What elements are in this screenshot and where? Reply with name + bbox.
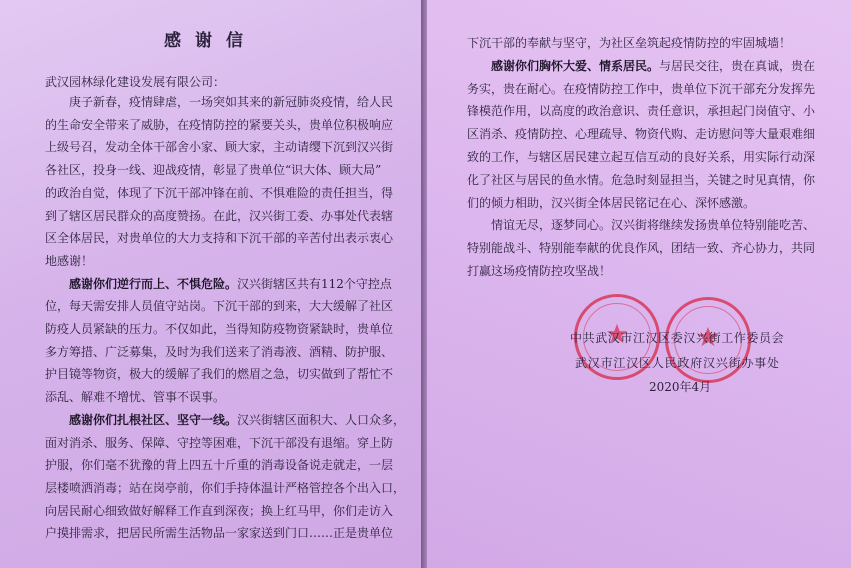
- letter-line: [491, 58, 816, 74]
- line-text: 情谊无尽，逐梦同心。汉兴街将继续发扬贵单位特别能吃苦、: [491, 218, 816, 233]
- line-text: 庚子新春，疫情肆虐，一场突如其来的新冠肺炎疫情，给人民: [69, 95, 394, 109]
- letter-line: [467, 81, 816, 97]
- line-text: 化了社区与居民的鱼水情。危急时刻显担当，关键之时见真情，你: [467, 172, 816, 187]
- letter-line: [45, 435, 394, 451]
- letter-line: [467, 126, 816, 142]
- line-text: 下沉干部的奉献与坚守，为社区垒筑起疫情防控的牢固城墙！: [467, 36, 792, 50]
- line-text: 区全体居民，对贵单位的大力支持和下沉干部的辛苦付出表示衷心: [45, 231, 394, 246]
- letter-line: [467, 103, 816, 119]
- line-text: 地感谢！: [45, 253, 94, 268]
- line-text: 汉兴街辖区共有112个守控点: [237, 276, 392, 291]
- letter-line: [467, 195, 799, 211]
- letter-line: [467, 35, 799, 51]
- line-text: 面对消杀、服务、保障、守控等困难，下沉干部没有退缩。穿上防: [45, 435, 394, 450]
- letter-line: [45, 457, 394, 473]
- line-text: 位，每天需安排人员值守站岗。下沉干部的到来，大大缓解了社区: [45, 299, 394, 314]
- line-text: 上级号召，发动全体干部舍小家、顾大家，主动请缨下沉到汉兴街: [45, 140, 394, 155]
- bold-lead-phrase: 感谢你们逆行而上、不惧危险。: [69, 276, 238, 291]
- letter-line: [45, 321, 394, 337]
- bold-lead-phrase: 感谢你们扎根社区、坚守一线。: [69, 412, 238, 427]
- letter-line: [467, 149, 816, 165]
- letter-line: [45, 298, 394, 314]
- letter-line: [491, 217, 816, 233]
- letter-line: [69, 94, 394, 110]
- letter-line: [45, 344, 394, 360]
- letter-line: [467, 172, 816, 188]
- letter-page-right: [427, 0, 851, 568]
- letter-line: [45, 366, 394, 382]
- line-text: 的生命安全带来了威胁，在疫情防控的紧要关头，贵单位积极响应: [45, 117, 394, 132]
- line-text: 层楼喷洒消毒；站在岗亭前，你们手持体温计严格管控各个出入口，: [45, 480, 406, 495]
- signature-org-2: 武汉市江汉区人民政府汉兴街办事处: [575, 356, 780, 370]
- line-text: 汉兴街辖区面积大、人口众多，: [237, 412, 406, 427]
- salutation: 武汉园林绿化建设发展有限公司：: [45, 75, 226, 89]
- letter-line: [45, 208, 394, 224]
- line-text: 防疫人员紧缺的压力。不仅如此，当得知防疫物资紧缺时，贵单位: [45, 322, 394, 336]
- line-text: 护目镜等物资，极大的缓解了我们的燃眉之急，切实做到了帮忙不: [45, 367, 394, 382]
- line-text: 多方筹措、广泛募集，及时为我们送来了消毒液、酒精、防护服、: [45, 344, 394, 359]
- letter-line: [45, 389, 375, 405]
- line-text: 打赢这场疫情防控攻坚战！: [467, 264, 612, 278]
- letter-line: [45, 139, 394, 155]
- letter-line: [45, 253, 375, 269]
- signature-date: 2020年4月: [649, 380, 712, 394]
- line-text: 各社区，投身一线、迎战疫情，彰显了贵单位“识大体、顾大局”: [45, 163, 382, 178]
- letter-line: [45, 503, 394, 519]
- line-text: 们的倾力相助，汉兴街全体居民铭记在心、深怀感激。: [467, 195, 756, 210]
- letter-line: [45, 185, 394, 201]
- line-text: 锋模范作用，以高度的政治意识、责任意识，承担起门岗值守、小: [467, 104, 816, 119]
- line-text: 护服，你们毫不犹豫的背上四五十斤重的消毒设备说走就走，一层: [45, 458, 394, 473]
- letter-line: [45, 162, 382, 178]
- letter-page-left: [0, 0, 421, 568]
- line-text: 户摸排需求，把居民所需生活物品一家家送到门口……正是贵单位: [45, 526, 394, 541]
- line-text: 添乱、解难不增忧、管事不误事。: [45, 390, 226, 405]
- bold-lead-phrase: 感谢你们胸怀大爱、情系居民。: [491, 58, 660, 73]
- letter-line: [45, 480, 406, 496]
- line-text: 与居民交往，贵在真诚，贵在: [659, 58, 816, 73]
- letter-line: [45, 117, 394, 133]
- letter-line: [467, 263, 799, 279]
- letter-line: [467, 240, 816, 256]
- line-text: 向居民耐心细致做好解释工作直到深夜；换上红马甲，你们走访入: [45, 503, 394, 518]
- letter-line: [45, 230, 394, 246]
- line-text: 到了辖区居民群众的高度赞扬。在此，汉兴街工委、办事处代表辖: [45, 208, 394, 223]
- line-text: 的政治自觉，体现了下沉干部冲锋在前、不惧难险的责任担当，得: [45, 185, 394, 200]
- letter-line: [45, 525, 394, 541]
- line-text: 特别能战斗、特别能奉献的优良作风，团结一致、齐心协力，共同: [467, 241, 816, 256]
- line-text: 务实，贵在耐心。在疫情防控工作中，贵单位下沉干部充分发挥先: [467, 81, 816, 96]
- line-text: 致的工作，与辖区居民建立起互信互动的良好关系，用实际行动深: [467, 150, 816, 164]
- signature-org-1: 中共武汉市江汉区委汉兴街工作委员会: [570, 331, 785, 345]
- line-text: 区消杀、疫情防控、心理疏导、物资代购、走访慰问等大量艰难细: [467, 127, 816, 142]
- letter-title: 感谢信: [164, 31, 257, 51]
- letter-line: [69, 276, 392, 292]
- letter-line: [69, 412, 406, 428]
